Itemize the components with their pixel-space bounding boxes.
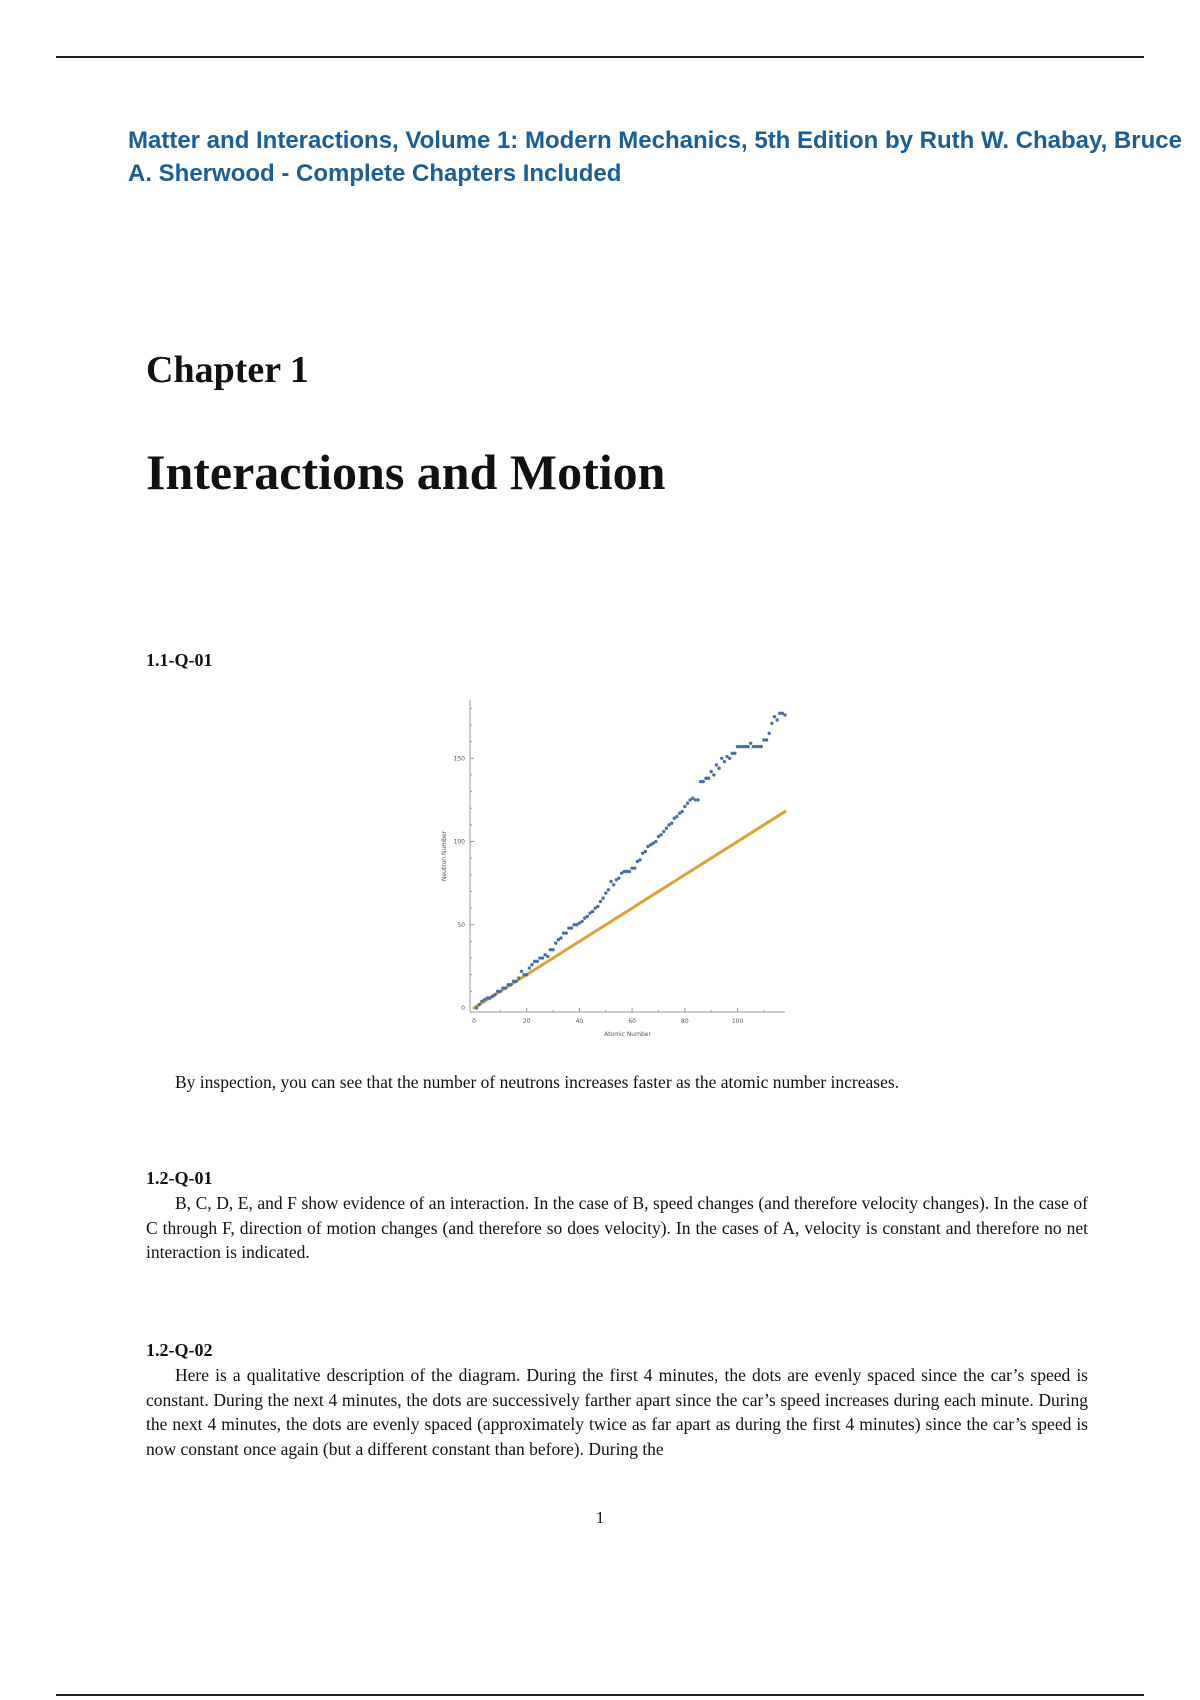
chart-marks [474, 712, 787, 1010]
data-point [733, 752, 736, 755]
data-point [591, 910, 594, 913]
data-point [670, 822, 673, 825]
question-id-1-2-q-02: 1.2-Q-02 [146, 1340, 213, 1360]
data-point [707, 777, 710, 780]
x-tick-label: 20 [522, 1018, 531, 1025]
x-tick-label: 100 [731, 1018, 744, 1025]
data-point [609, 880, 612, 883]
data-point [596, 905, 599, 908]
data-point [580, 920, 583, 923]
neutron-number-chart [430, 690, 800, 1050]
data-point [728, 757, 731, 760]
y-tick-label: 150 [453, 755, 465, 763]
data-point [749, 742, 752, 745]
y-axis-label: Neutron Number [441, 830, 448, 882]
data-point [767, 732, 770, 735]
data-point [565, 931, 568, 934]
data-point [546, 955, 549, 958]
data-point [541, 956, 544, 959]
data-point [617, 876, 620, 879]
data-point [654, 840, 657, 843]
data-point [659, 833, 662, 836]
data-point [536, 960, 539, 963]
answer-text-1-2-q-01: B, C, D, E, and F show evidence of an interaction. In the case of B, speed changes (and therefore velocity changes). In the case of C through F, direction of motion changes (and therefore so does velocity). In the cases of A, velocity is constant and therefore no net interaction is indicated. [146, 1193, 1088, 1262]
question-id-1-1-q-01: 1.1-Q-01 [146, 650, 213, 670]
chart-axes [441, 700, 785, 1038]
data-point [665, 826, 668, 829]
data-point [607, 888, 610, 891]
data-point [559, 936, 562, 939]
chapter-title: Interactions and Motion [146, 444, 666, 500]
x-axis-label: Atomic Number [604, 1031, 651, 1038]
data-point [715, 763, 718, 766]
figure-caption: By inspection, you can see that the number of neutrons increases faster as the atomic number increases. [175, 1072, 900, 1092]
data-point [775, 718, 778, 721]
data-point [517, 976, 520, 979]
question-id-1-2-q-01: 1.2-Q-01 [146, 1168, 213, 1188]
data-point [514, 980, 517, 983]
data-point [509, 983, 512, 986]
data-point [638, 858, 641, 861]
n-equals-z-line [474, 812, 785, 1008]
data-point [493, 993, 496, 996]
data-point [770, 722, 773, 725]
y-tick-label: 0 [461, 1005, 465, 1012]
x-tick-label: 60 [628, 1018, 636, 1025]
document-title: Matter and Interactions, Volume 1: Modern Mechanics, 5th Edition by Ruth W. Chabay, Bruce A. Sherwood - Complete Chapters Included [128, 127, 1182, 187]
data-point [746, 745, 749, 748]
data-point [601, 896, 604, 899]
bottom-rule [56, 1694, 1144, 1696]
data-point [475, 1006, 478, 1009]
data-point [675, 815, 678, 818]
y-tick-label: 100 [453, 838, 465, 846]
data-point [528, 966, 531, 969]
data-point [710, 770, 713, 773]
data-point [681, 810, 684, 813]
data-point [765, 738, 768, 741]
data-point [717, 767, 720, 770]
x-tick-label: 0 [472, 1018, 476, 1025]
data-point [686, 802, 689, 805]
data-point [683, 805, 686, 808]
answer-text-1-2-q-02: Here is a qualitative description of the diagram. During the first 4 minutes, the dots are evenly spaced since the car’s speed is constant. During the next 4 minutes, the dots are successively farther apart since the car’s speed increases during each minute. During the next 4 minutes, the dots are evenly spaced (approximately twice as far apart as during the first 4 minutes) since the car’s speed is now constant once again (but a different constant than before). During the [146, 1365, 1088, 1459]
data-point [586, 915, 589, 918]
data-point [525, 973, 528, 976]
data-point [504, 986, 507, 989]
x-tick-label: 80 [681, 1018, 689, 1025]
data-point [604, 891, 607, 894]
data-point [628, 870, 631, 873]
data-point [760, 745, 763, 748]
y-tick-label: 50 [457, 921, 465, 929]
data-point [570, 926, 573, 929]
data-point [783, 713, 786, 716]
chart-svg [430, 690, 800, 1050]
chapter-label: Chapter 1 [146, 349, 309, 391]
data-point [520, 970, 523, 973]
data-point [696, 798, 699, 801]
data-point [723, 760, 726, 763]
data-point [551, 948, 554, 951]
data-point [599, 900, 602, 903]
data-point [712, 773, 715, 776]
data-point [644, 850, 647, 853]
data-point [773, 715, 776, 718]
data-point [702, 780, 705, 783]
data-point [612, 883, 615, 886]
top-rule [56, 56, 1144, 58]
data-point [554, 941, 557, 944]
data-point [720, 757, 723, 760]
data-point [530, 963, 533, 966]
x-tick-label: 40 [575, 1018, 584, 1025]
data-point [478, 1003, 481, 1006]
data-point [662, 830, 665, 833]
page-number: 1 [595, 1508, 605, 1527]
data-point [499, 990, 502, 993]
data-point [633, 866, 636, 869]
